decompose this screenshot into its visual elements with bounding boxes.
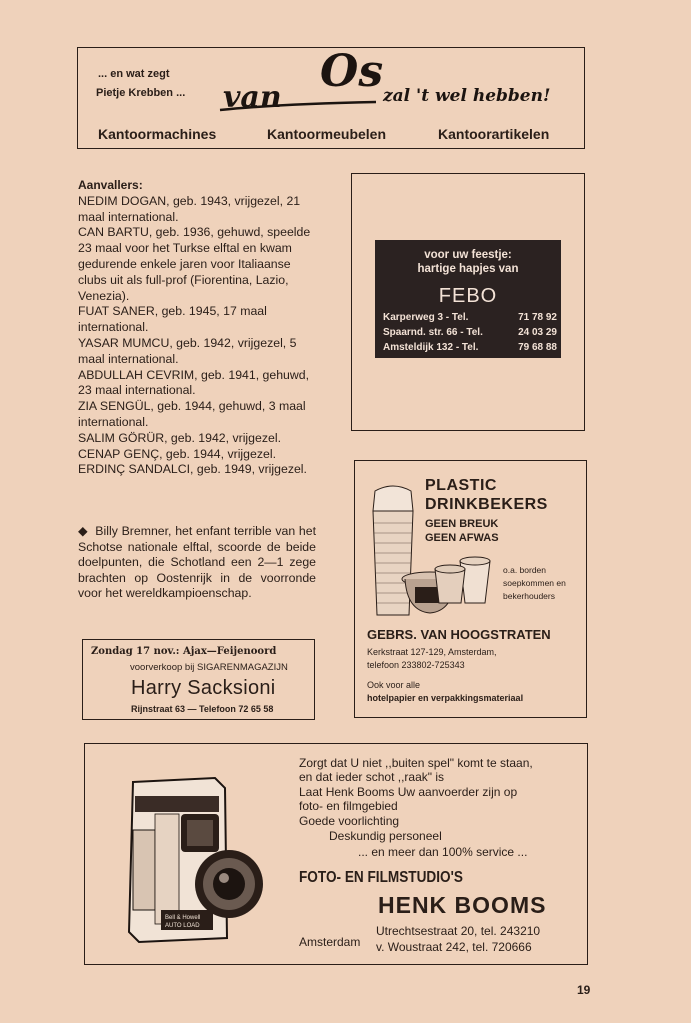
bremner-paragraph	[78, 524, 316, 602]
bremner-text: Billy Bremner, het enfant terrible van het Schotse nationale elftal, scoorde de beide doelpunten, die Schotland een 2—1 zege brachten op Oostenrijk in de voorronde voor het wereldkampioenschap.	[78, 524, 316, 601]
camera-model-label: AUTO LOAD	[165, 923, 200, 929]
vanos-category-1: Kantoormachines	[98, 126, 217, 142]
plastic-small-3: bekerhouders	[503, 591, 555, 601]
febo-advertisement	[351, 173, 585, 431]
player-entry: CAN BARTU, geb. 1936, gehuwd, speelde 23 maal voor het Turkse elftal en kwam gedurende enkele jaren voor Italiaanse clubs uit als full-prof (Fiorentina, Lazio, Venezia).	[78, 225, 311, 303]
plastic-sub-2: GEEN AFWAS	[425, 532, 499, 544]
shop-name: Harry Sacksioni	[131, 677, 276, 699]
player-entry: ERDINÇ SANDALCI, geb. 1949, vrijgezel.	[78, 462, 307, 477]
drinkbekers-advertisement	[354, 460, 587, 718]
player-list	[78, 178, 316, 478]
vanos-category-3: Kantoorartikelen	[438, 126, 550, 142]
febo-line-2: hartige hapjes van	[417, 263, 519, 275]
sacksioni-advertisement	[82, 639, 315, 720]
febo-location-phone: 79 68 88	[518, 342, 557, 353]
plastic-company: GEBRS. VAN HOOGSTRATEN	[367, 627, 551, 642]
booms-address-2: v. Woustraat 242, tel. 720666	[376, 940, 532, 954]
camera-brand-label: Bell & Howell	[165, 915, 201, 921]
febo-location-phone: 24 03 29	[518, 327, 557, 338]
vanos-category-2: Kantoormeubelen	[267, 126, 387, 142]
plastic-address-3: Ook voor alle	[367, 680, 421, 690]
vanos-tagline-2: Pietje Krebben ...	[96, 87, 186, 99]
player-entry: CENAP GENÇ, geb. 1944, vrijgezel.	[78, 446, 276, 461]
booms-studio-title: FOTO- EN FILMSTUDIO'S	[299, 869, 463, 886]
match-announcement: Zondag 17 nov.: Ajax—Feijenoord	[91, 646, 277, 657]
shop-address: Rijnstraat 63 — Telefoon 72 65 58	[131, 704, 274, 714]
player-entry: NEDIM DOGAN, geb. 1943, vrijgezel, 21 maal international.	[78, 193, 301, 224]
febo-location	[383, 312, 557, 323]
booms-line-2: en dat ieder schot ,,raak" is	[299, 770, 445, 784]
page-number: 19	[577, 983, 591, 997]
vanos-advertisement	[77, 47, 585, 149]
player-entry: SALIM GÖRÜR, geb. 1942, vrijgezel.	[78, 430, 281, 445]
plastic-title-2: DRINKBEKERS	[425, 496, 548, 513]
febo-location	[383, 342, 557, 353]
player-entry: ABDULLAH CEVRIM, geb. 1941, gehuwd, 23 maal international.	[78, 367, 310, 398]
diamond-bullet-icon: ◆	[78, 524, 88, 538]
booms-address-1: Utrechtsestraat 20, tel. 243210	[376, 924, 541, 938]
plastic-small-2: soepkommen en	[503, 578, 566, 588]
vanos-logo-os: Os	[320, 46, 384, 97]
febo-location-address: Amsteldijk 132 - Tel.	[383, 342, 479, 353]
febo-location	[383, 327, 557, 338]
booms-line-3: Laat Henk Booms Uw aanvoerder zijn op	[299, 785, 518, 799]
plastic-title-1: PLASTIC	[425, 477, 497, 494]
vanos-slogan: zal 't wel hebben!	[383, 86, 551, 106]
player-entry: YASAR MUMCU, geb. 1942, vrijgezel, 5 maal international.	[78, 335, 297, 366]
febo-panel	[375, 240, 561, 358]
booms-line-4: foto- en filmgebied	[299, 799, 398, 813]
booms-city: Amsterdam	[299, 935, 361, 949]
booms-line-6: Deskundig personeel	[329, 829, 442, 843]
player-list-heading: Aanvallers:	[78, 178, 143, 192]
febo-brand: FEBO	[438, 285, 498, 307]
vanos-underline	[218, 100, 378, 114]
booms-name: HENK BOOMS	[378, 892, 547, 918]
plastic-sub-1: GEEN BREUK	[425, 518, 499, 530]
vanos-tagline-1: ... en wat zegt	[98, 68, 170, 80]
febo-location-phone: 71 78 92	[518, 312, 557, 323]
plastic-address-4: hotelpapier en verpakkingsmateriaal	[367, 693, 524, 703]
booms-line-7: ... en meer dan 100% service ...	[358, 845, 528, 859]
febo-location-address: Karperweg 3 - Tel.	[383, 312, 469, 323]
plastic-address-2: telefoon 233802-725343	[367, 660, 465, 670]
player-entry: FUAT SANER, geb. 1945, 17 maal international.	[78, 304, 267, 335]
booms-line-1: Zorgt dat U niet ,,buiten spel" komt te staan,	[299, 756, 533, 770]
febo-line-1: voor uw feestje:	[424, 249, 512, 261]
player-entry: ZIA SENGÜL, geb. 1944, gehuwd, 3 maal international.	[78, 399, 306, 429]
febo-location-address: Spaarnd. str. 66 - Tel.	[383, 327, 483, 338]
vanos-logo-van: van	[223, 80, 282, 115]
movie-camera-icon	[125, 774, 275, 946]
plastic-small-1: o.a. borden	[503, 565, 547, 575]
plastic-address-1: Kerkstraat 127-129, Amsterdam,	[367, 647, 497, 657]
henk-booms-advertisement	[84, 743, 588, 965]
presale-note: voorverkoop bij SIGARENMAGAZIJN	[130, 662, 288, 673]
booms-line-5: Goede voorlichting	[299, 814, 400, 828]
